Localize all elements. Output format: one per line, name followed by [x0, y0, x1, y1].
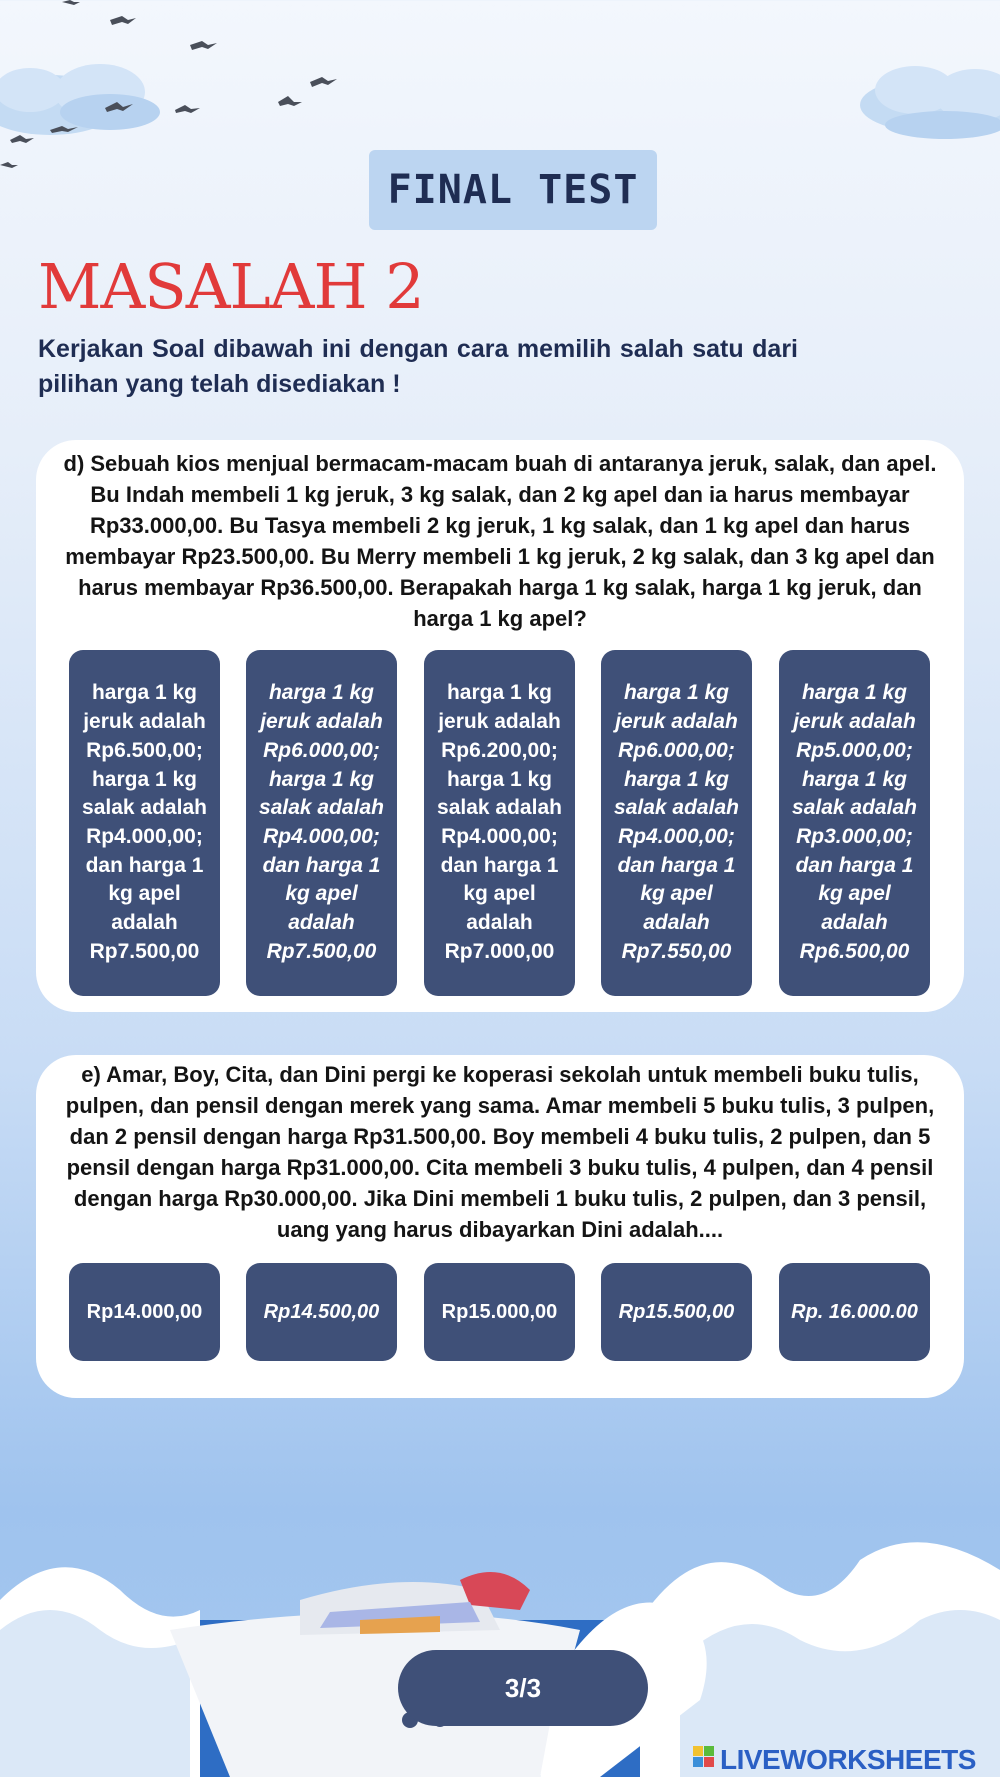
section-title: MASALAH 2	[38, 250, 424, 323]
cloud-right-illustration	[845, 55, 1000, 145]
page-indicator: 3/3	[398, 1650, 648, 1726]
sea-boat-illustration	[0, 1520, 1000, 1777]
question-d-option-4[interactable]: harga 1 kg jeruk adalah Rp6.000,00; harga 1 kg salak adalah Rp4.000,00; dan harga 1 kg apel adalah Rp7.550,00	[601, 650, 752, 996]
question-e-option-2[interactable]: Rp14.500,00	[246, 1263, 397, 1361]
question-d-option-1[interactable]: harga 1 kg jeruk adalah Rp6.500,00; harga 1 kg salak adalah Rp4.000,00; dan harga 1 kg apel adalah Rp7.500,00	[69, 650, 220, 996]
question-e-card	[36, 1055, 964, 1398]
final-test-title: FINAL TEST	[369, 150, 657, 230]
liveworksheets-logo-icon	[693, 1744, 715, 1770]
question-e-option-1[interactable]: Rp14.000,00	[69, 1263, 220, 1361]
question-e-option-5[interactable]: Rp. 16.000.00	[779, 1263, 930, 1361]
question-e-text: e) Amar, Boy, Cita, dan Dini pergi ke koperasi sekolah untuk membeli buku tulis, pulpen, dan pensil dengan merek yang sama. Amar membeli 5 buku tulis, 3 pulpen, dan 2 pensil dengan harga Rp31.500,00. Boy membeli 4 buku tulis, 2 pulpen, dan 5 pensil dengan harga Rp31.000,00. Cita membeli 3 buku tulis, 4 pulpen, dan 4 pensil dengan harga Rp30.000,00. Jika Dini membeli 1 buku tulis, 2 pulpen, dan 3 pensil, uang yang harus dibayarkan Dini adalah....	[65, 1062, 935, 1242]
question-d-option-2[interactable]: harga 1 kg jeruk adalah Rp6.000,00; harga 1 kg salak adalah Rp4.000,00; dan harga 1 kg apel adalah Rp7.500,00	[246, 650, 397, 996]
instruction-text: Kerjakan Soal dibawah ini dengan cara memilih salah satu dari pilihan yang telah disediakan !	[38, 335, 798, 398]
question-d-option-5[interactable]: harga 1 kg jeruk adalah Rp5.000,00; harga 1 kg salak adalah Rp3.000,00; dan harga 1 kg apel adalah Rp6.500,00	[779, 650, 930, 996]
question-e-option-3[interactable]: Rp15.000,00	[424, 1263, 575, 1361]
question-e-option-4[interactable]: Rp15.500,00	[601, 1263, 752, 1361]
question-d-card	[36, 440, 964, 1012]
birds-illustration	[0, 0, 360, 180]
question-d-text: d) Sebuah kios menjual bermacam-macam buah di antaranya jeruk, salak, dan apel. Bu Indah membeli 1 kg jeruk, 3 kg salak, dan 2 kg apel dan ia harus membayar Rp33.000,00. Bu Tasya membeli 2 kg jeruk, 1 kg salak, dan 1 kg apel dan harus membayar Rp23.500,00. Bu Merry membeli 1 kg jeruk, 2 kg salak, dan 3 kg apel dan harus membayar Rp36.500,00. Berapakah harga 1 kg salak, harga 1 kg jeruk, dan harga 1 kg apel?	[63, 451, 937, 631]
question-d-option-3[interactable]: harga 1 kg jeruk adalah Rp6.200,00; harga 1 kg salak adalah Rp4.000,00; dan harga 1 kg apel adalah Rp7.000,00	[424, 650, 575, 996]
brand-label[interactable]: LIVEWORKSHEETS	[720, 1744, 976, 1775]
